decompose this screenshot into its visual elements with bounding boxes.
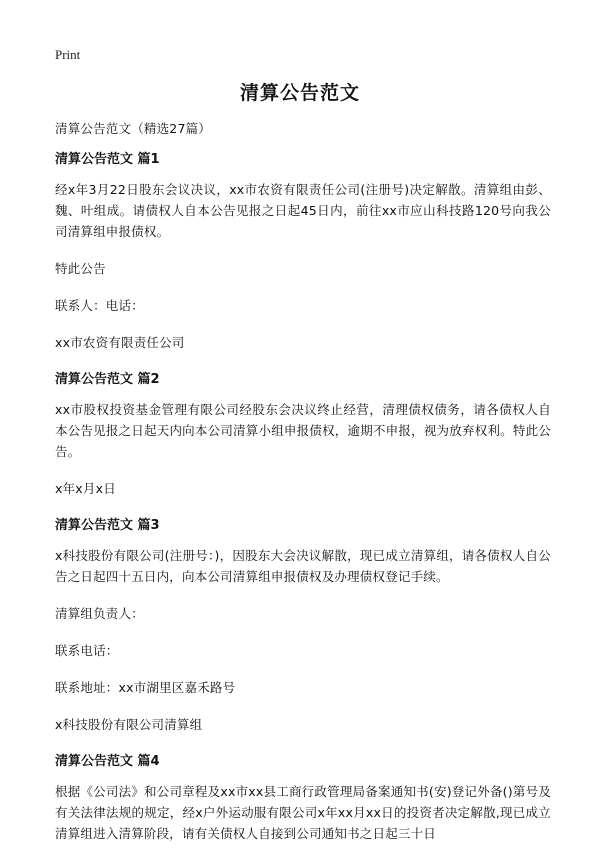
- section-paragraph: 根据《公司法》和公司章程及xx市xx县工商行政管理局备案通知书(安)登记外备()第号及有关法律法规的规定，经x户外运动服有限公司x年xx月xx日的投资者决定解散,现已成立清算组进入清算阶段，请有关债权人自接到公司通知书之日起三十日: [55, 784, 551, 841]
- section-heading: 清算公告范文 篇3: [55, 518, 160, 533]
- section-3: [55, 515, 551, 735]
- section-paragraph: 清算组负责人：: [55, 606, 144, 621]
- section-2: [55, 369, 551, 499]
- section-paragraph: 联系地址：xx市湖里区嘉禾路号: [55, 680, 236, 695]
- section-paragraph: xx市农资有限责任公司: [55, 335, 185, 350]
- section-heading: 清算公告范文 篇1: [55, 152, 160, 167]
- section-paragraph: x科技股份有限公司清算组: [55, 717, 203, 732]
- document-body: [55, 118, 551, 860]
- section-paragraph: 特此公告: [55, 261, 106, 276]
- document-subtitle: 清算公告范文（精选27篇）: [55, 121, 212, 136]
- section-paragraph: x科技股份有限公司(注册号：)，因股东大会决议解散，现已成立清算组，请各债权人自公告之日起四十五日内，向本公司清算组申报债权及办理债权登记手续。: [55, 548, 551, 584]
- section-paragraph: xx市股权投资基金管理有限公司经股东会决议终止经营，清理债权债务，请各债权人自本公告见报之日起天内向本公司清算小组申报债权，逾期不申报，视为放弃权利。特此公告。: [55, 402, 551, 459]
- section-paragraph: x年x月x日: [55, 481, 116, 496]
- page-title: 清算公告范文: [239, 82, 360, 104]
- section-paragraph: 经x年3月22日股东会议决议，xx市农资有限责任公司(注册号)决定解散。清算组由彭、魏、叶组成。请债权人自本公告见报之日起45日内，前往xx市应山科技路120号向我公司清算组申报债权。: [55, 182, 551, 239]
- section-1: [55, 149, 551, 353]
- section-paragraph: 联系电话：: [55, 643, 119, 658]
- print-link[interactable]: Print: [55, 47, 81, 62]
- section-4: [55, 751, 551, 844]
- section-paragraph: 联系人：电话：: [55, 298, 144, 313]
- section-heading: 清算公告范文 篇4: [55, 754, 160, 769]
- section-heading: 清算公告范文 篇2: [55, 372, 160, 387]
